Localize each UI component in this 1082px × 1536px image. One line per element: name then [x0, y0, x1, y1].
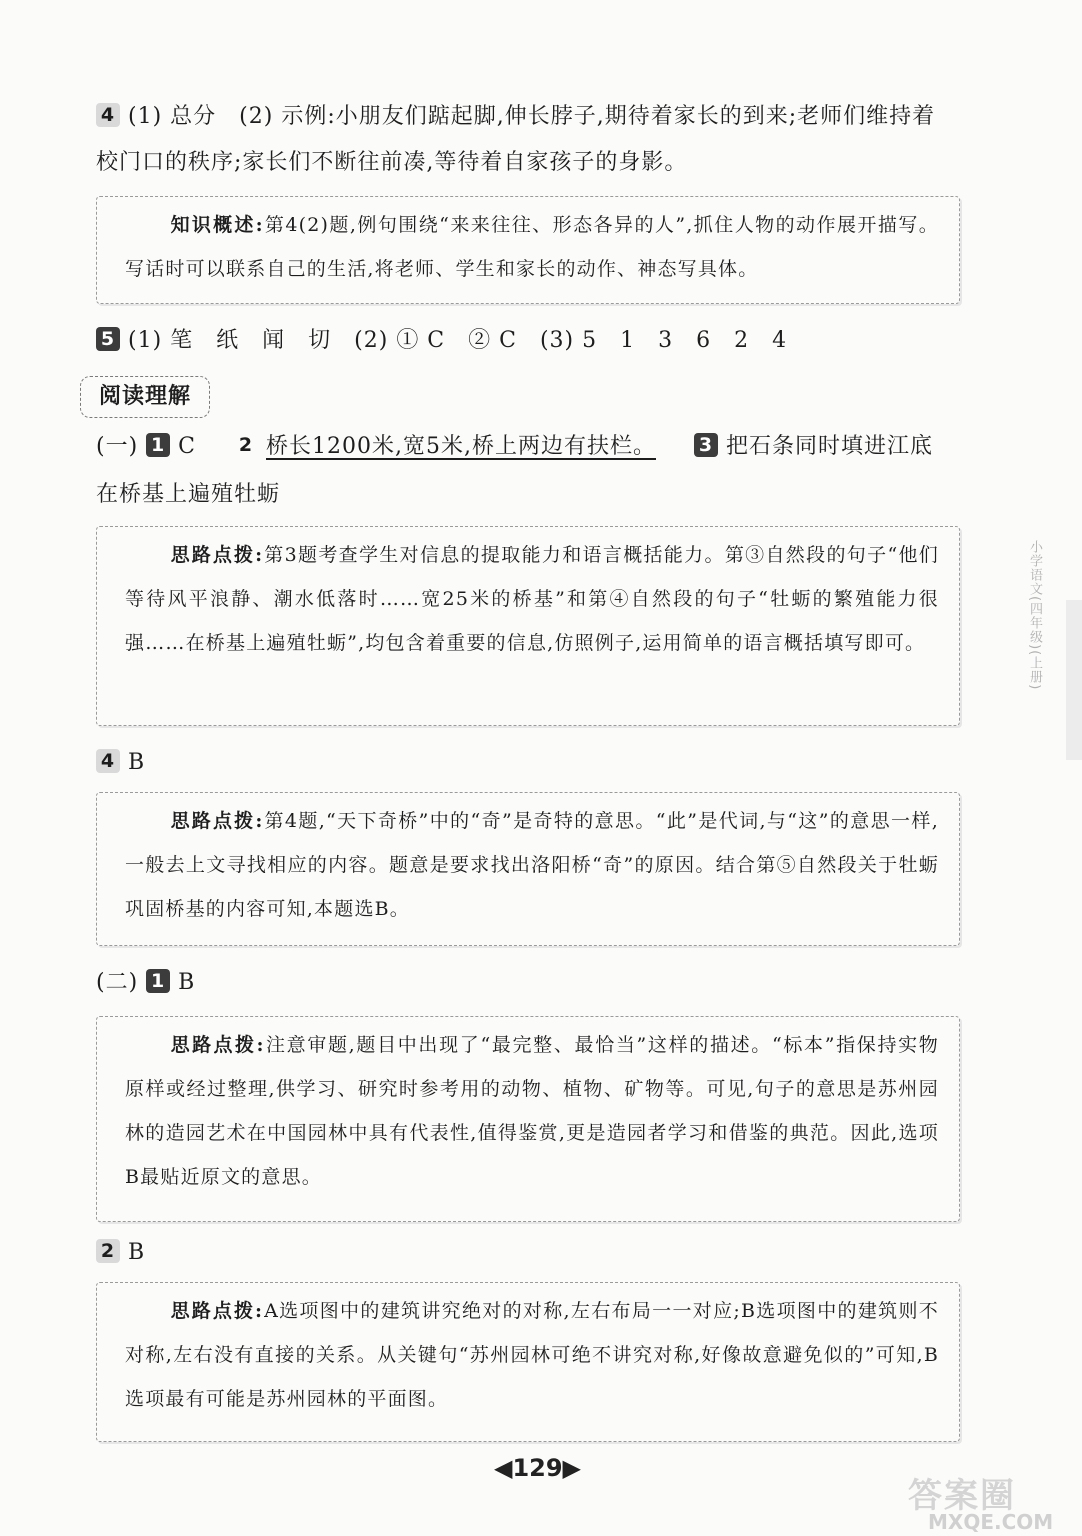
p1-q1-answer: C — [178, 434, 197, 459]
page-number: ◀129▶ — [494, 1454, 582, 1482]
watermark-url: MXQE.COM — [928, 1510, 1054, 1534]
section-title-reading: 阅读理解 — [80, 376, 210, 418]
q4-answer-line-2: 校门口的秩序;家长们不断往前凑,等待着自家孩子的身影。 — [96, 150, 688, 175]
box-text: 第4题,“天下奇桥”中的“奇”是奇特的意思。“此”是代词,与“这”的意思一样,一般去上文寻找相应的内容。题意是要求找出洛阳桥“奇”的原因。结合第⑤自然段关于牡蛎巩固桥基的内容可知,本题选B。 — [125, 810, 940, 920]
p1-q1-number-badge: 1 — [146, 433, 170, 457]
p2-q2-line — [96, 1238, 145, 1268]
q4-number-badge: 4 — [96, 103, 120, 127]
p1-q3-number-badge: 3 — [694, 433, 718, 457]
box-label: 思路点拨: — [170, 810, 265, 832]
box-label: 知识概述: — [170, 214, 265, 236]
box-text: 注意审题,题目中出现了“最完整、最恰当”这样的描述。“标本”指保持实物原样或经过整理,供学习、研究时参考用的动物、植物、矿物等。可见,句子的意思是苏州园林的造园艺术在中国园林中具有代表性,值得鉴赏,更是造园者学习和借鉴的典范。因此,选项B最贴近原文的意思。 — [125, 1034, 939, 1188]
hint-box-q3 — [96, 526, 960, 726]
box-text: 第4(2)题,例句围绕“来来往往、形态各异的人”,抓住人物的动作展开描写。写话时可以联系自己的生活,将老师、学生和家长的动作、神态写具体。 — [125, 214, 939, 280]
p2-q1-answer: B — [178, 970, 196, 995]
p2-q2-answer: B — [128, 1240, 146, 1265]
q4-answer-line-1: (1) 总分 (2) 示例:小朋友们踮起脚,伸长脖子,期待着家长的到来;老师们维持着 — [128, 104, 936, 129]
p1-q4-number-badge: 4 — [96, 749, 120, 773]
p1-q4-answer: B — [128, 750, 146, 775]
p2-q2-number-badge: 2 — [96, 1239, 120, 1263]
p1-q4-line — [96, 748, 145, 778]
q5-line — [96, 326, 787, 356]
q5-number-badge: 5 — [96, 327, 120, 351]
side-strip — [1066, 600, 1082, 760]
part1-line-1 — [96, 432, 933, 462]
part2-prefix: (二) — [96, 970, 139, 995]
part2-line-1 — [96, 968, 195, 998]
q5-answer: (1) 笔 纸 闻 切 (2) ① C ② C (3) 5 1 3 6 2 4 — [128, 328, 788, 353]
box-label: 思路点拨: — [170, 1034, 266, 1056]
hint-box-q4 — [96, 792, 960, 946]
q4-line-1 — [96, 102, 935, 132]
p1-q3-answer-1: 把石条同时填进江底 — [726, 434, 934, 459]
p1-q2-number: 2 — [238, 434, 254, 456]
hint-box-p2-q1 — [96, 1016, 960, 1222]
box-label: 思路点拨: — [170, 544, 265, 566]
box-label: 思路点拨: — [170, 1300, 265, 1322]
watermark-logo: 答案圈 — [908, 1476, 1016, 1516]
p1-q3-answer-2: 在桥基上遍殖牡蛎 — [96, 482, 281, 507]
side-running-title: 小学语文(四年级)(上册) — [1027, 540, 1042, 691]
p1-q2-answer: 桥长1200米,宽5米,桥上两边有扶栏。 — [266, 434, 656, 459]
p2-q1-number-badge: 1 — [146, 969, 170, 993]
box-text: 第3题考查学生对信息的提取能力和语言概括能力。第③自然段的句子“他们等待风平浪静、潮水低落时……宽25米的桥基”和第④自然段的句子“牡蛎的繁殖能力很强……在桥基上遍殖牡蛎”,均包含着重要的信息,仿照例子,运用简单的语言概括填写即可。 — [125, 544, 940, 654]
part1-prefix: (一) — [96, 434, 139, 459]
knowledge-summary-box — [96, 196, 960, 304]
hint-box-p2-q2 — [96, 1282, 960, 1442]
box-text: A选项图中的建筑讲究绝对的对称,左右布局一一对应;B选项图中的建筑则不对称,左右没有直接的关系。从关键句“苏州园林可绝不讲究对称,好像故意避免似的”可知,B选项最有可能是苏州园林的平面图。 — [125, 1300, 939, 1410]
